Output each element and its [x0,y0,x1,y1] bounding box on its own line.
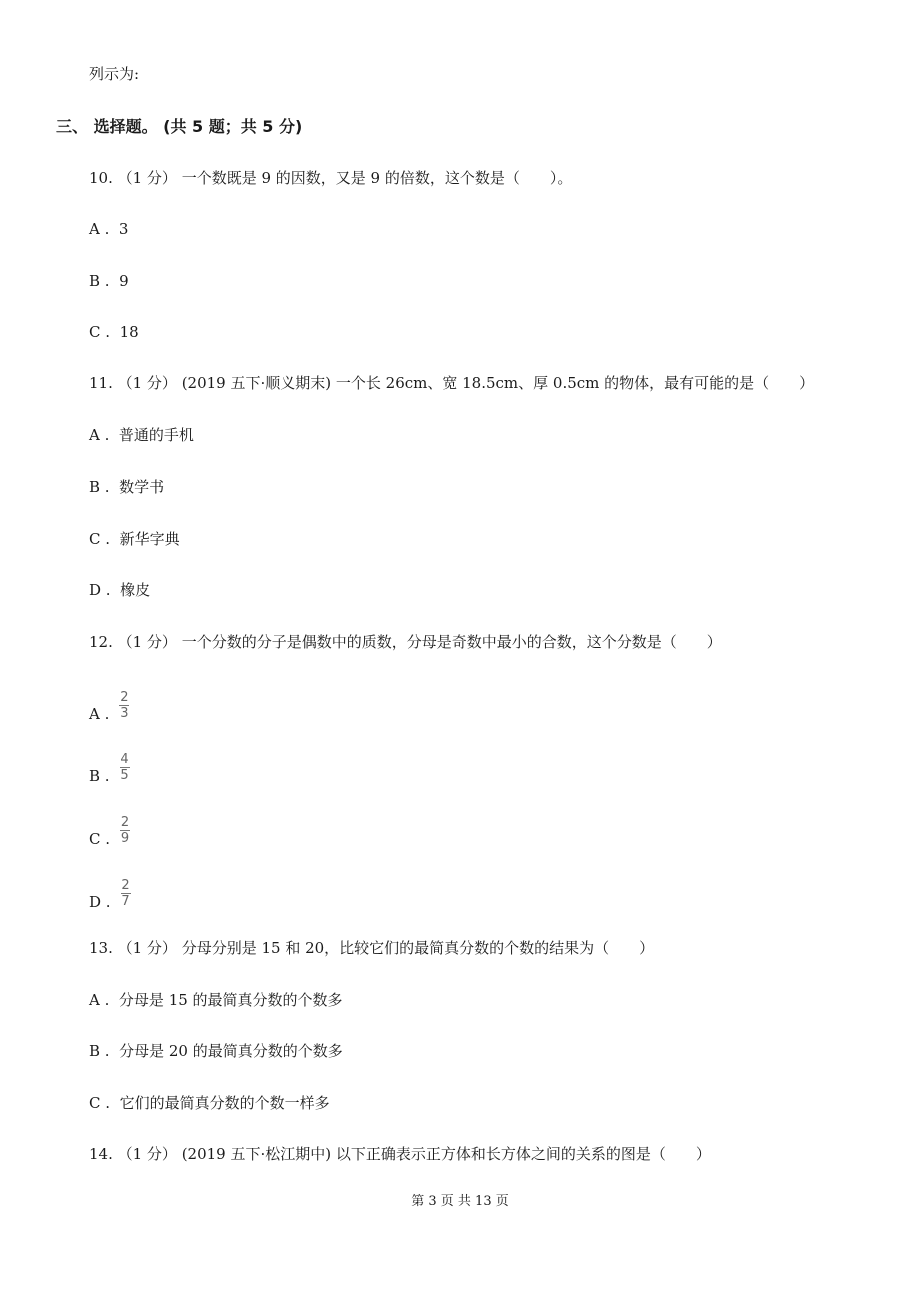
question-10-option-b[interactable] [89,271,129,291]
question-10-option-c[interactable] [89,322,139,342]
fraction [119,691,129,720]
question-14-stem: 14. （1 分） (2019 五下·松江期中) 以下正确表示正方体和长方体之间的关系的图是（ ） [89,1145,711,1163]
option-letter: B . [89,272,110,290]
fraction-denominator: 9 [120,831,130,846]
option-text: 新华字典 [119,530,180,548]
question-10-stem: 10. （1 分） 一个数既是 9 的因数，又是 9 的倍数，这个数是（ ）。 [89,169,573,187]
option-text: 分母是 15 的最简真分数的个数多 [118,991,343,1009]
question-12-stem: 12. （1 分） 一个分数的分子是偶数中的质数，分母是奇数中最小的合数，这个分数是（ ） [89,633,722,651]
intro-text: 列示为: [89,65,140,83]
question-13-option-a[interactable] [89,990,343,1010]
fraction [120,816,130,845]
option-letter: C . [89,830,111,848]
option-text: 3 [118,220,129,238]
option-text: 数学书 [119,478,165,496]
option-letter: D . [89,581,111,599]
option-letter: A . [89,705,110,723]
question-11-option-a[interactable] [89,425,194,445]
option-text: 分母是 20 的最简真分数的个数多 [119,1042,343,1060]
fraction-numerator: 4 [120,752,129,767]
section-heading: 三、 选择题。 (共 5 题；共 5 分) [56,117,303,136]
question-12-option-d[interactable] [89,872,131,912]
option-letter: A . [89,991,110,1009]
option-text: 普通的手机 [118,426,194,444]
option-letter: A . [89,220,110,238]
question-13-option-b[interactable] [89,1041,343,1061]
option-letter: C . [89,1094,111,1112]
option-text: 橡皮 [120,581,151,599]
fraction-numerator: 2 [121,878,130,893]
question-13-option-c[interactable] [89,1093,330,1113]
fraction-numerator: 2 [120,815,130,830]
option-text: 它们的最简真分数的个数一样多 [119,1094,330,1112]
option-letter: B . [89,478,110,496]
fraction-denominator: 3 [120,706,129,721]
option-text: 9 [119,272,129,290]
fraction [120,753,130,782]
fraction-numerator: 2 [120,690,129,705]
question-12-option-b[interactable] [89,746,130,786]
question-12-option-c[interactable] [89,809,130,849]
question-13-stem: 13. （1 分） 分母分别是 15 和 20，比较它们的最简真分数的个数的结果为（ ） [89,939,655,957]
option-letter: B . [89,767,110,785]
option-text: 18 [119,323,139,341]
option-letter: A . [89,426,110,444]
question-11-stem: 11. （1 分） (2019 五下·顺义期末) 一个长 26cm、宽 18.5cm、厚 0.5cm 的物体，最有可能的是（ ） [89,374,815,392]
option-letter: C . [89,530,111,548]
fraction [121,879,131,908]
question-10-option-a[interactable] [89,219,128,239]
option-letter: D . [89,893,111,911]
option-letter: B . [89,1042,110,1060]
fraction-denominator: 5 [120,768,129,783]
question-11-option-c[interactable] [89,529,180,549]
question-11-option-d[interactable] [89,580,150,600]
question-11-option-b[interactable] [89,477,164,497]
page-footer: 第 3 页 共 13 页 [411,1194,509,1209]
option-letter: C . [89,323,111,341]
fraction-denominator: 7 [121,894,130,909]
question-12-option-a[interactable] [89,684,129,724]
